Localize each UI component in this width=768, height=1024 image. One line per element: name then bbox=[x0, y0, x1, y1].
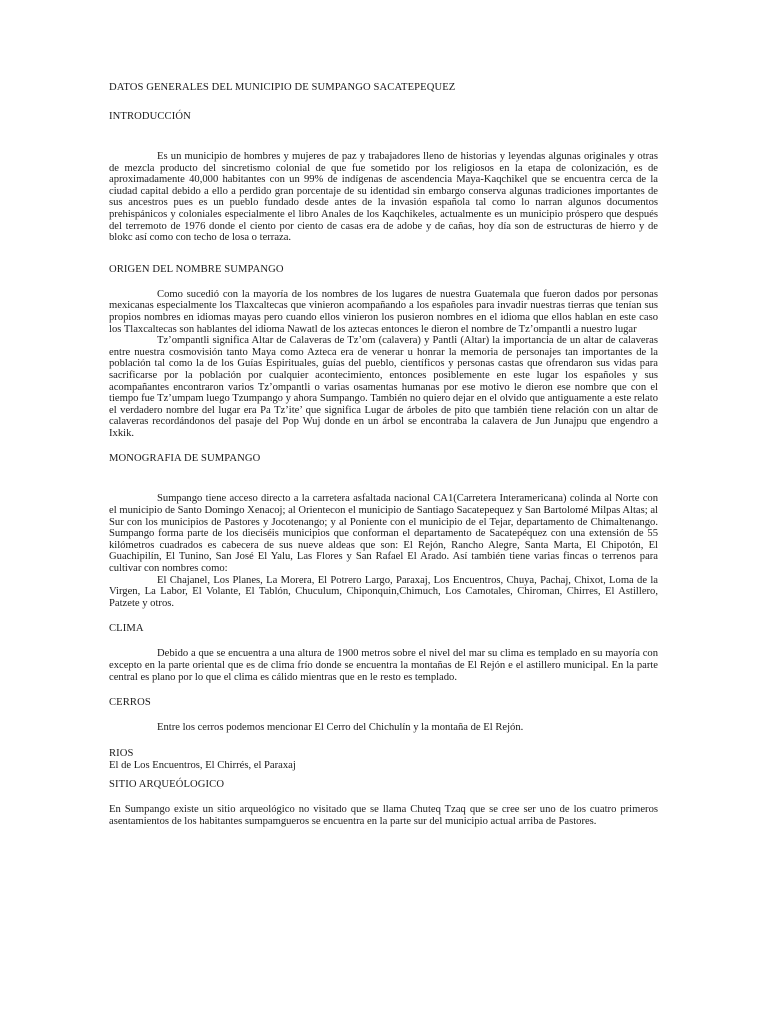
section-introduccion bbox=[109, 111, 658, 244]
document-title: DATOS GENERALES DEL MUNICIPIO DE SUMPANGO SACATEPEQUEZ bbox=[109, 82, 456, 93]
section-sitio bbox=[109, 779, 658, 827]
paragraph-rios: El de Los Encuentros, El Chirrés, el Paraxaj bbox=[109, 759, 296, 771]
section-heading-rios: RIOS bbox=[109, 747, 134, 759]
section-heading-cerros: CERROS bbox=[109, 697, 151, 709]
paragraph-introduccion: Es un municipio de hombres y mujeres de paz y trabajadores lleno de historias y leyendas algunas originales y otras de mezcla producto del sincretismo colonial de que fue sometido por los religiosos en la etapa de colonización, es de aproximadamente 40,000 habitantes con un 99% de indígenas de ascendencia Maya-Kaqchikel que se encuentra cerca de la ciudad capital debido a ello a perdido gran porcentaje de su identidad sin embargo conserva algunas tradiciones importantes de sus ancestros pues es un pueblo fundado desde antes de la invasión española tal como lo narran algunos documentos prehispánicos y coloniales especialmente el libro Anales de los Kaqchikeles, actualmente es un municipio próspero que después del terremoto de 1976 donde el ciento por ciento de casas era de adobe y de cañas, hoy día son de estructuras de hierro y de blokc así como con techo de losa o terraza. bbox=[109, 151, 658, 244]
document-page bbox=[109, 82, 658, 828]
section-origen bbox=[109, 264, 658, 440]
paragraph-origen-2: Tz’ompantli significa Altar de Calaveras de Tz’om (calavera) y Pantli (Altar) la importancia de un altar de calaveras entre nuestra cosmovisión tanto Maya como Azteca era de venerar u honrar la memoria de personajes tan importantes de la población tal como la de los Guías Espirituales, guías del pueblo, científicos y personas castas que ofrendaron sus vidas para sacrificarse por la población por cualquier acontecimiento, entonces posiblemente en este lugar los españoles y sus acompañantes encontraron varios Tz’ompantli o varias osamentas humanas por ese motivo le dieron ese nombre que con el tiempo fue Tz’umpam luego Tzumpango y ahora Sumpango. También no quiero dejar en el olvido que antiguamente a este relato el verdadero nombre del lugar era Pa Tz’ite’ que significa Lugar de árboles de pito que también tiene relación con un altar de calaveras recordándonos del pasaje del Pop Wuj donde en un árbol se encontraba la calavera de Jun Junajpu que engendro a Ixkik. bbox=[109, 335, 658, 439]
section-heading-monografia: MONOGRAFIA DE SUMPANGO bbox=[109, 453, 261, 465]
section-heading-sitio: SITIO ARQUEÓLOGICO bbox=[109, 779, 225, 791]
section-monografia bbox=[109, 453, 658, 609]
section-heading-origen: ORIGEN DEL NOMBRE SUMPANGO bbox=[109, 263, 284, 275]
paragraph-clima: Debido a que se encuentra a una altura de 1900 metros sobre el nivel del mar su clima es templado en su mayoría con excepto en la parte oriental que es de clima frío donde se encuentra la montañas de El Rejón e el astillero municipal. En la parte central es plano por lo que el clima es cálido mientras que en le resto es templado. bbox=[109, 648, 658, 683]
section-rios bbox=[109, 748, 658, 772]
section-cerros bbox=[109, 697, 658, 734]
paragraph-monografia-1: Sumpango tiene acceso directo a la carretera asfaltada nacional CA1(Carretera Interamericana) colinda al Norte con el municipio de Santo Domingo Xenacoj; al Orientecon el municipio de Santiago Sacatepequez y San Bartolomé Milpas Altas; al Sur con los municipios de Pastores y Jocotenango; y al Poniente con el municipio de el Tejar, departamento de Chimaltenango. Sumpango forma parte de los dieciséis municipios que conforman el departamento de Sacatepéquez con una extensión de 55 kilómetros cuadrados es cabecera de sus nueve aldeas que son: El Rejón, Rancho Alegre, Santa Marta, El Chipotón, El Guachipilín, El Tunino, San José El Yalu, Las Flores y San Rafael El Arado. Así también tiene varias fincas o terrenos para cultivar con nombres como: bbox=[109, 493, 658, 575]
paragraph-origen-1: Como sucedió con la mayoría de los nombres de los lugares de nuestra Guatemala que fueron dados por personas mexicanas especialmente los Tlaxcaltecas que vinieron acompañando a los españoles para invadir nuestras tierras que tenían sus propios nombres en idiomas mayas pero cuando ellos vinieron los pusieron nombres en el idioma que ellos hablan en este caso los Tlaxcaltecas son hablantes del idioma Nawatl de los aztecas entonces le dieron el nombre de Tz’ompantli a nuestro lugar bbox=[109, 288, 658, 335]
section-clima bbox=[109, 623, 658, 683]
paragraph-sitio: En Sumpango existe un sitio arqueológico no visitado que se llama Chuteq Tzaq que se cree ser uno de los cuatro primeros asentamientos de los habitantes sumpamgueros se encuentra en la parte sur del municipio actual arriba de Pastores. bbox=[109, 804, 658, 827]
section-heading-introduccion: INTRODUCCIÓN bbox=[109, 111, 191, 122]
paragraph-cerros: Entre los cerros podemos mencionar El Cerro del Chichulín y la montaña de El Rejón. bbox=[157, 722, 524, 734]
paragraph-monografia-2: El Chajanel, Los Planes, La Morera, El Potrero Largo, Paraxaj, Los Encuentros, Chuya, Pachaj, Chixot, Loma de la Virgen, La Labor, El Volante, El Tablón, Chuculum, Chiponquin,Chimuch, Los Camotales, Chiroman, Chirres, El Astillero, Patzete y otros. bbox=[109, 574, 658, 609]
section-heading-clima: CLIMA bbox=[109, 623, 144, 635]
